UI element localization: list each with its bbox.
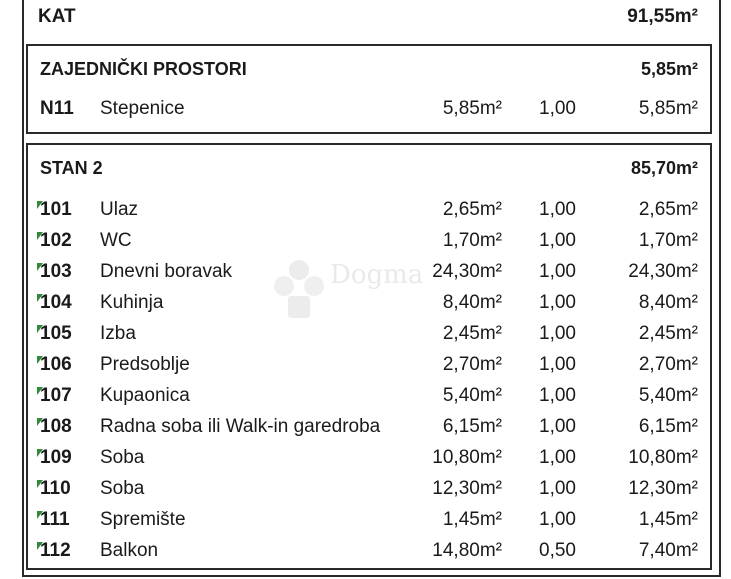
room-total: 2,65m²	[638, 199, 698, 220]
room-code: 101	[40, 199, 72, 220]
room-coefficient: 1,00	[539, 385, 576, 406]
room-area: 10,80m²	[432, 447, 502, 468]
table-row	[28, 227, 710, 255]
room-area: 2,70m²	[442, 354, 502, 375]
room-area: 8,40m²	[442, 292, 502, 313]
room-area: 5,40m²	[442, 385, 502, 406]
stan-total: 85,70m²	[630, 158, 698, 178]
room-total: 7,40m²	[638, 540, 698, 561]
room-code: 104	[40, 292, 72, 313]
table-row	[28, 506, 710, 534]
room-area: 2,65m²	[442, 199, 502, 220]
room-coefficient: 1,00	[539, 323, 576, 344]
table-row	[28, 289, 710, 317]
room-name: Kupaonica	[100, 385, 190, 406]
room-area: 12,30m²	[432, 478, 502, 499]
room-total: 10,80m²	[628, 447, 698, 468]
stan-title: STAN 2	[40, 158, 103, 178]
room-total: 5,40m²	[638, 385, 698, 406]
watermark-text: Dogma	[330, 260, 424, 290]
table-row	[28, 95, 710, 123]
room-coefficient: 1,00	[539, 447, 576, 468]
room-name: Predsoblje	[100, 354, 190, 375]
table-row	[28, 258, 710, 286]
room-code: 112	[40, 540, 71, 561]
room-name: Balkon	[100, 540, 159, 561]
table-row	[28, 382, 710, 410]
room-total: 1,45m²	[638, 509, 698, 530]
room-area: 14,80m²	[432, 540, 502, 561]
room-coefficient: 1,00	[539, 292, 576, 313]
room-code: 102	[40, 230, 72, 251]
room-total: 2,70m²	[638, 354, 698, 375]
room-code: 108	[40, 416, 72, 437]
room-area: 5,85m²	[442, 98, 502, 119]
table-row	[28, 537, 710, 565]
room-coefficient: 1,00	[539, 98, 576, 119]
room-name: WC	[100, 230, 132, 251]
room-total: 1,70m²	[638, 230, 698, 251]
room-coefficient: 1,00	[539, 230, 576, 251]
room-total: 5,85m²	[638, 98, 698, 119]
room-coefficient: 1,00	[539, 199, 576, 220]
stan-2-section	[26, 143, 712, 570]
room-code: 111	[40, 509, 70, 530]
room-name: Dnevni boravak	[100, 261, 233, 282]
room-name: Soba	[100, 478, 145, 499]
room-code: N11	[40, 98, 74, 119]
room-name: Ulaz	[100, 199, 139, 220]
room-area: 1,45m²	[442, 509, 502, 530]
room-coefficient: 1,00	[539, 478, 576, 499]
kat-total: 91,55m²	[627, 6, 698, 27]
room-coefficient: 0,50	[539, 540, 576, 561]
room-name: Spremište	[100, 509, 186, 530]
room-name: Kuhinja	[100, 292, 164, 313]
zajednicki-header	[40, 55, 698, 83]
room-coefficient: 1,00	[539, 416, 576, 437]
stan-header	[40, 154, 698, 182]
kat-header	[38, 3, 698, 31]
room-name: Soba	[100, 447, 145, 468]
room-name: Izba	[100, 323, 136, 344]
table-row	[28, 351, 710, 379]
room-code: 107	[40, 385, 72, 406]
room-code: 106	[40, 354, 72, 375]
room-total: 2,45m²	[638, 323, 698, 344]
room-area: 2,45m²	[442, 323, 502, 344]
room-code: 103	[40, 261, 72, 282]
room-area: 6,15m²	[442, 416, 502, 437]
room-total: 8,40m²	[638, 292, 698, 313]
room-area: 24,30m²	[432, 261, 502, 282]
room-name: Stepenice	[100, 98, 185, 119]
room-area: 1,70m²	[442, 230, 502, 251]
room-code: 105	[40, 323, 72, 344]
table-row	[28, 444, 710, 472]
room-code: 110	[40, 478, 71, 499]
zajednicki-total: 5,85m²	[640, 59, 698, 79]
table-row	[28, 475, 710, 503]
room-total: 12,30m²	[628, 478, 698, 499]
zajednicki-prostori-section	[26, 44, 712, 134]
kat-label: KAT	[38, 6, 76, 27]
room-total: 24,30m²	[628, 261, 698, 282]
room-name: Radna soba ili Walk-in garedroba	[100, 416, 381, 437]
table-row	[28, 320, 710, 348]
zajednicki-title: ZAJEDNIČKI PROSTORI	[40, 59, 247, 79]
room-total: 6,15m²	[638, 416, 698, 437]
table-row	[28, 196, 710, 224]
room-coefficient: 1,00	[539, 261, 576, 282]
room-coefficient: 1,00	[539, 354, 576, 375]
room-coefficient: 1,00	[539, 509, 576, 530]
room-code: 109	[40, 447, 72, 468]
table-row	[28, 413, 710, 441]
